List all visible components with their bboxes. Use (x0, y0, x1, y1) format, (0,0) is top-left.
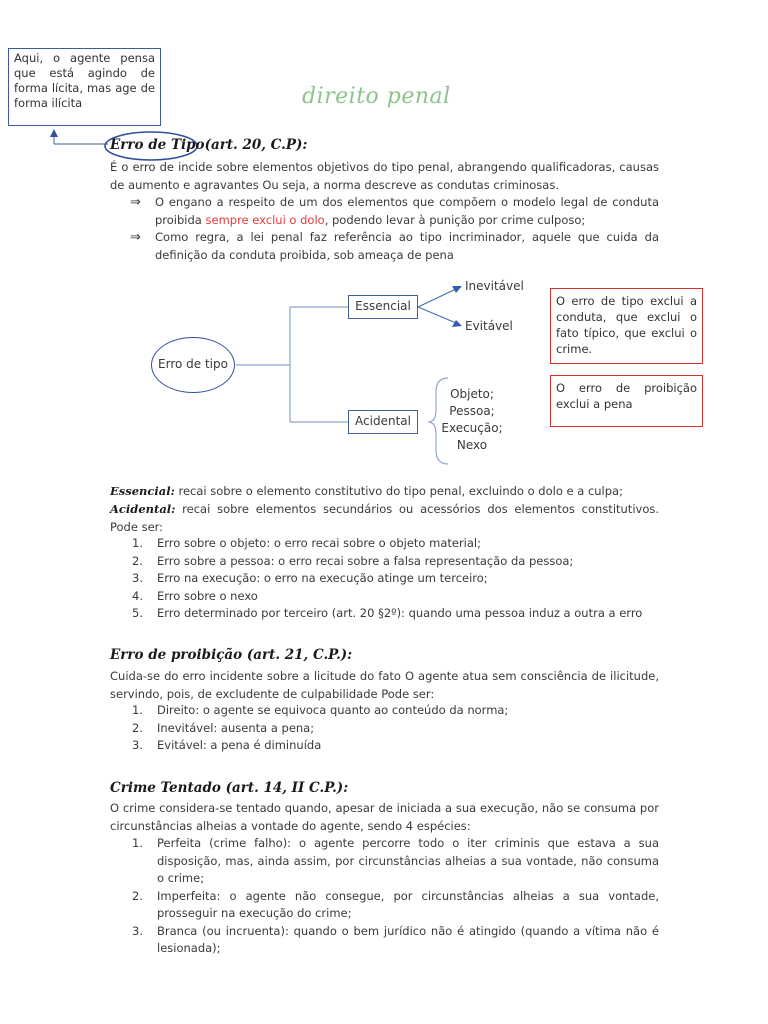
acidental-item: Objeto; (450, 387, 494, 401)
list-text: Erro sobre o nexo (157, 588, 258, 603)
section-heading-erro-de-tipo (110, 137, 307, 155)
section1-intro: É o erro de incide sobre elementos objetivos do tipo penal, abrangendo qualificadoras, causas de aumento e agravantes Ou seja, a norma descreve as condutas criminosas. (110, 160, 659, 192)
annotation-note-text: Aqui, o agente pensa que está agindo de forma lícita, mas age de forma ilícita (14, 51, 155, 110)
list-number: 3. (132, 923, 143, 938)
list-number: 4. (132, 588, 143, 603)
implies-arrow-icon: ⇒ (130, 195, 141, 210)
section2-intro: Cuida-se do erro incidente sobre a licitude do fato O agente atua sem consciência de ilicitude, servindo, pois, de excludente de culpabilidade Pode ser: (110, 669, 659, 701)
red-note-2-text: O erro de proibição exclui a pena (556, 381, 697, 411)
list-item (132, 535, 659, 553)
list-number: 3. (132, 571, 143, 585)
list-text: Erro sobre o objeto: o erro recai sobre o objeto material; (157, 536, 481, 550)
diagram-root-label: Erro de tipo (158, 357, 228, 372)
red-note-erro-de-tipo (550, 288, 703, 364)
acidental-item: Pessoa; (449, 404, 495, 418)
heading-part-2: (art. 20, C.P): (204, 137, 308, 153)
definition-essencial (110, 483, 659, 501)
list-text: Imperfeita: o agente não consegue, por circunstâncias alheias a sua vontade, prosseguir na execução do crime; (157, 888, 659, 920)
bullet-item (130, 194, 659, 229)
diagram-node-evitavel: Evitável (465, 319, 513, 333)
list-item (132, 702, 659, 720)
list-number: 1. (132, 536, 143, 550)
list-text: Branca (ou incruenta): quando o bem jurídico não é atingido (quando a vítima não é lesionada); (157, 923, 659, 955)
list-item (132, 605, 659, 623)
bullet1-text-a: O engano a respeito de um dos elementos que compõem o modelo legal de conduta proibida (155, 195, 659, 227)
diagram-node-acidental (348, 410, 418, 434)
bullet-item (130, 229, 659, 264)
list-text: Direito: o agente se equivoca quanto ao conteúdo da norma; (157, 703, 509, 717)
essencial-text: recai sobre o elemento constitutivo do tipo penal, excluindo o dolo e a culpa; (174, 484, 623, 498)
list-text: Erro na execução: o erro na execução atinge um terceiro; (157, 571, 488, 585)
essencial-label: Essencial (355, 299, 411, 314)
diagram-root-node (151, 337, 235, 393)
list-number: 1. (132, 836, 143, 850)
page-title: direito penal (302, 84, 451, 109)
list-number: 5. (132, 606, 143, 620)
acidental-item: Execução; (441, 421, 503, 435)
diagram-node-essencial (348, 295, 418, 319)
list-erro-acidental (132, 535, 659, 623)
red-note-erro-de-proibicao (550, 375, 703, 427)
list-number: 3. (132, 738, 143, 752)
list-item (132, 570, 659, 588)
section3-intro: O crime considera-se tentado quando, apesar de iniciada a sua execução, não se consuma por circunstâncias alheias a vontade do agente, sendo 4 espécies: (110, 801, 659, 833)
list-item (132, 737, 659, 755)
acidental-term: Acidental: (110, 502, 176, 516)
definition-acidental (110, 501, 659, 536)
bullet1-text-b: , podendo levar à punição por crime culposo; (324, 212, 586, 227)
implies-arrow-icon: ⇒ (130, 230, 141, 245)
bullet1-highlight: sempre exclui o dolo (205, 212, 325, 227)
red-note-1-text: O erro de tipo exclui a conduta, que exclui o fato típico, que exclui o crime. (556, 294, 697, 356)
heading-part-1: Erro de Tipo (110, 137, 205, 153)
list-text: Perfeita (crime falho): o agente percorre todo o iter criminis que estava a sua disposição, mas, ainda assim, por circunstâncias alheias a sua vontade, não consuma o crime; (157, 836, 659, 885)
bullet-text (155, 194, 659, 229)
list-text: Inevitável: ausenta a pena; (157, 720, 315, 735)
list-item (132, 720, 659, 738)
list-item (132, 888, 659, 923)
list-item (132, 553, 659, 571)
acidental-item: Nexo (456, 438, 488, 452)
list-number: 1. (132, 703, 143, 717)
acidental-label: Acidental (355, 414, 411, 429)
essencial-term: Essencial: (110, 484, 175, 498)
diagram-node-inevitavel: Inevitável (465, 279, 524, 293)
list-number: 2. (132, 553, 143, 568)
list-item (132, 588, 659, 606)
list-item (132, 835, 659, 888)
list-text: Evitável: a pena é diminuída (157, 738, 322, 752)
list-crime-tentado (132, 835, 659, 958)
list-text: Erro determinado por terceiro (art. 20 §2º): quando uma pessoa induz a outra a erro (157, 606, 643, 620)
list-number: 2. (132, 888, 143, 903)
acidental-text: recai sobre elementos secundários ou acessórios dos elementos constitutivos. Pode ser: (110, 502, 659, 534)
section-heading-erro-de-proibicao: Erro de proibição (art. 21, C.P.): (110, 647, 353, 663)
list-item (132, 923, 659, 958)
list-erro-de-proibicao (132, 702, 659, 755)
list-number: 2. (132, 720, 143, 735)
acidental-items (437, 386, 507, 454)
section1-bullets (130, 194, 659, 264)
list-text: Erro sobre a pessoa: o erro recai sobre a falsa representação da pessoa; (157, 553, 574, 568)
bullet2-text: Como regra, a lei penal faz referência ao tipo incriminador, aquele que cuida da definição da conduta proibida, sob ameaça de pena (155, 230, 659, 262)
section-heading-crime-tentado: Crime Tentado (art. 14, II C.P.): (110, 780, 349, 796)
